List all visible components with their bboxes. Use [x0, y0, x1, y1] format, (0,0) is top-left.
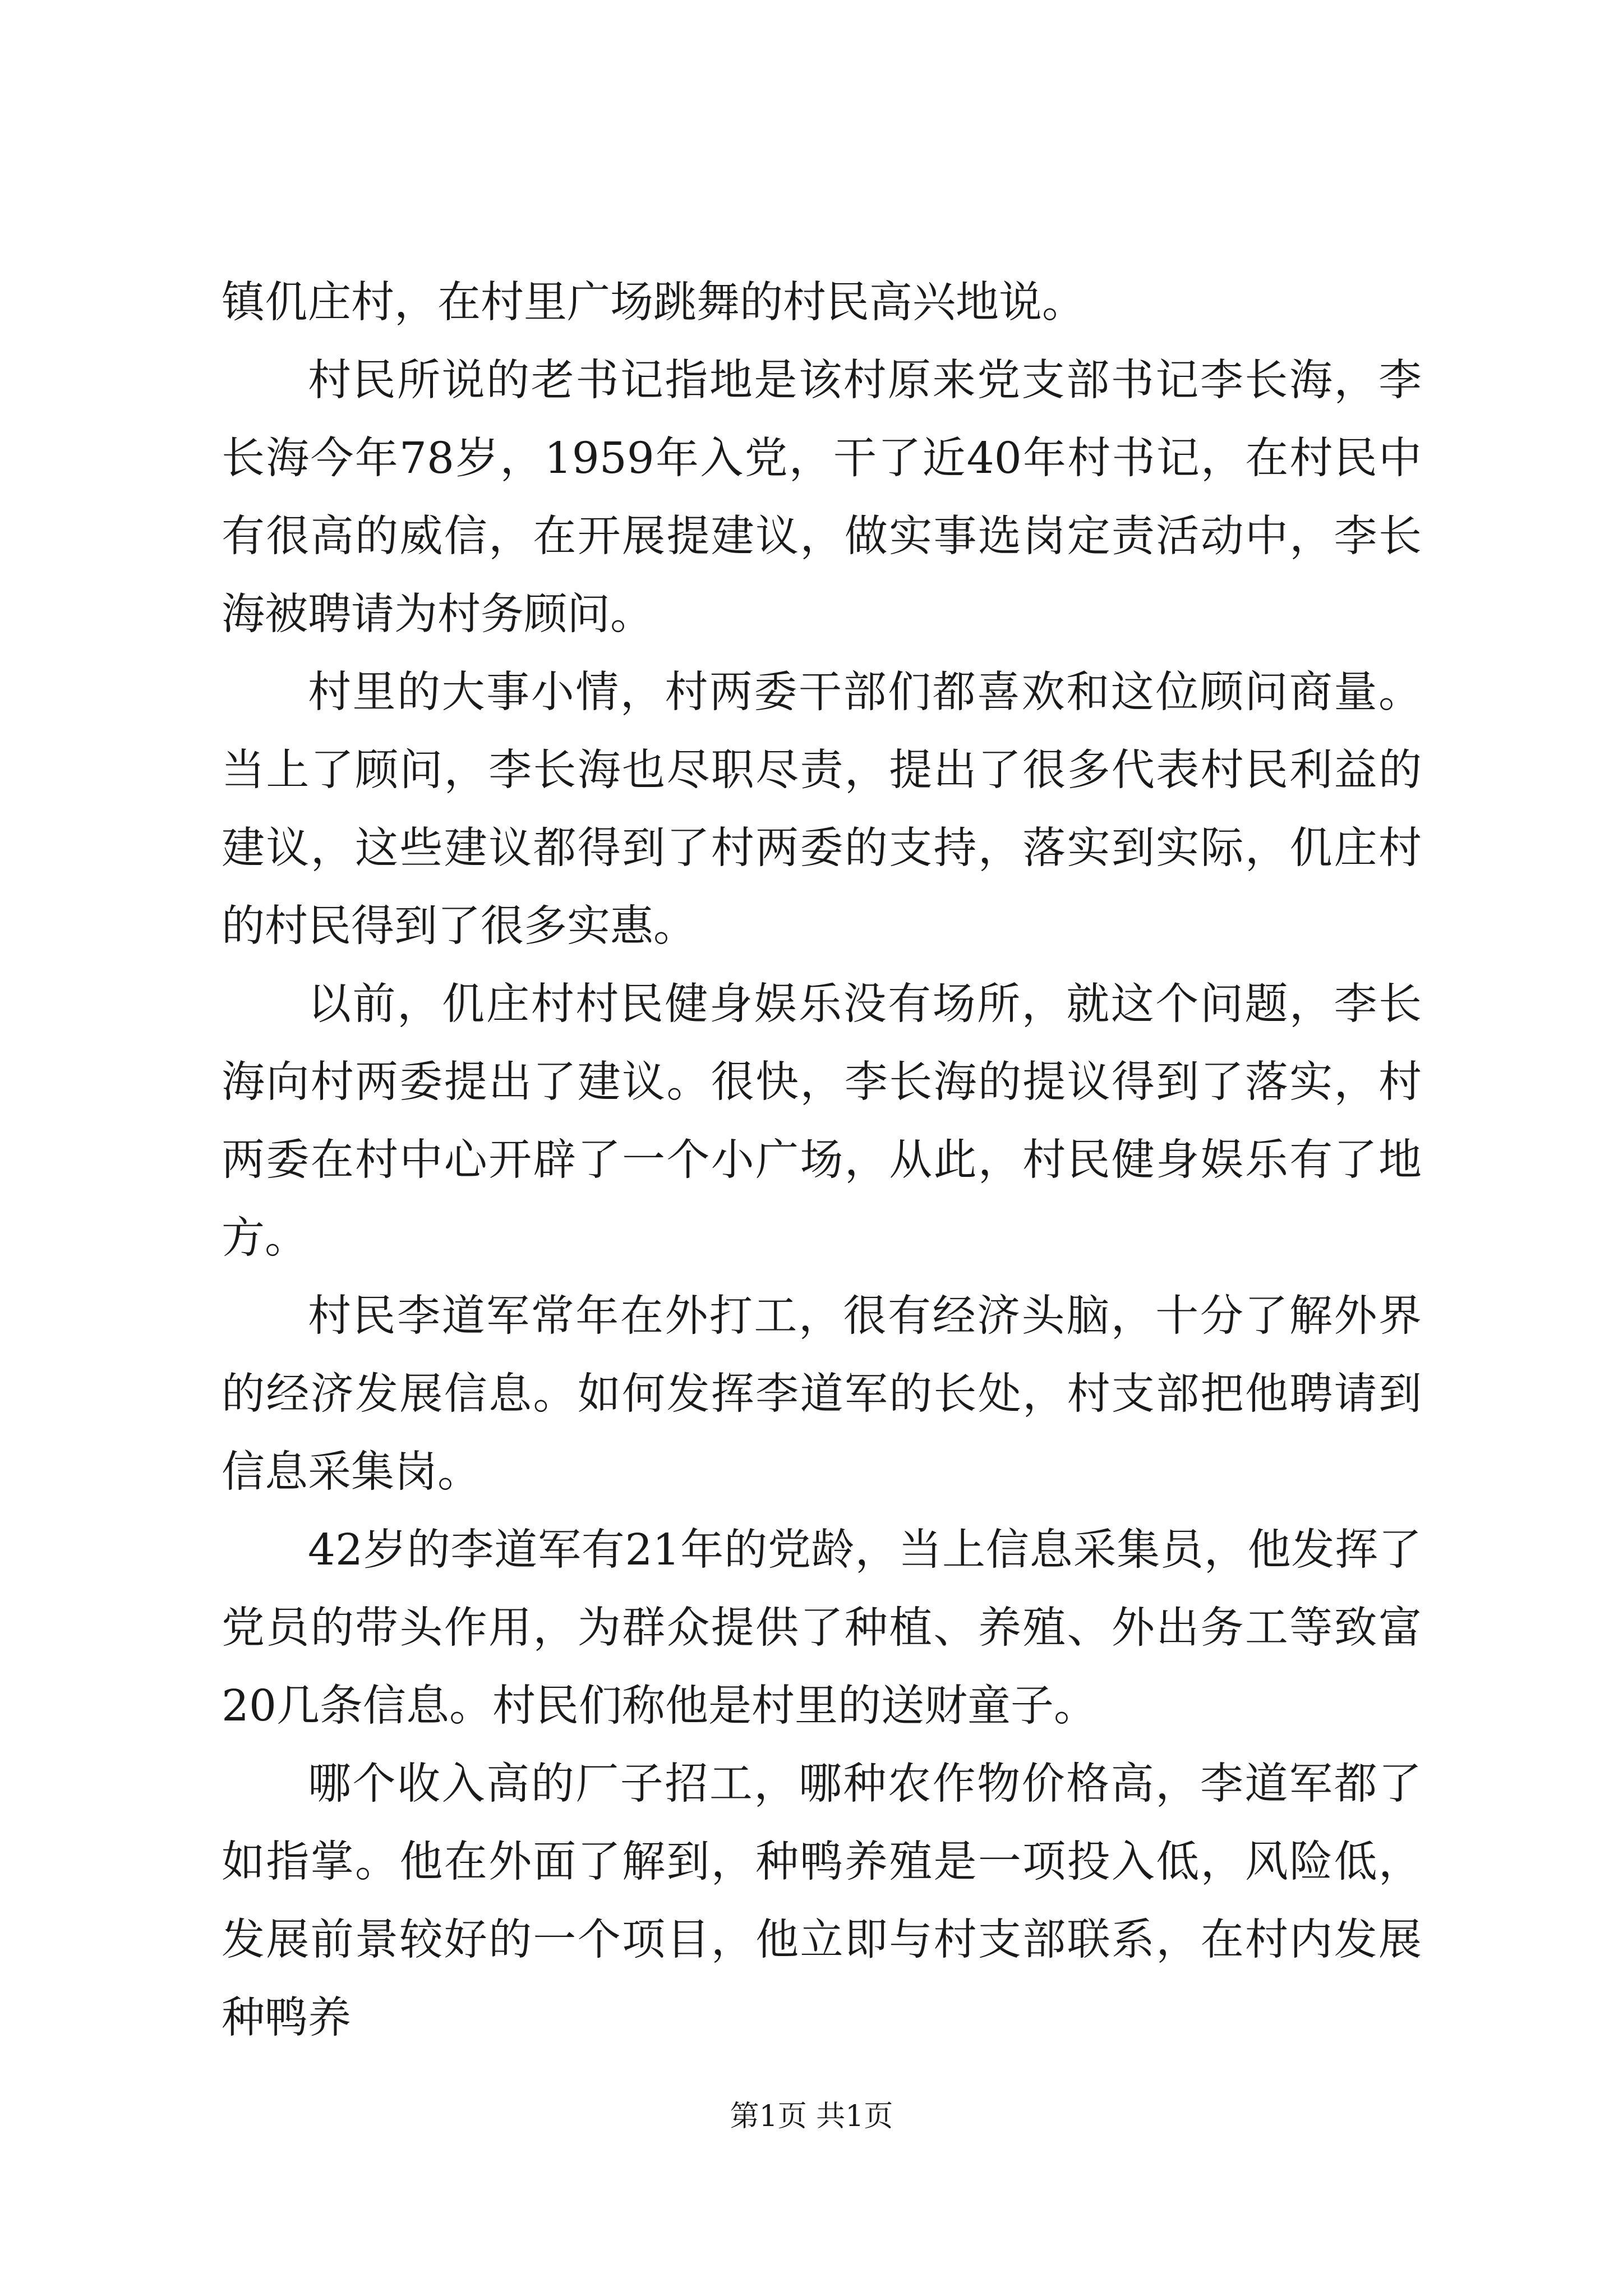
paragraph: 村民所说的老书记指地是该村原来党支部书记李长海，李长海今年78岁，1959年入党，干了近40年村书记，在村民中有很高的威信，在开展提建议，做实事选岗定责活动中，李长海被聘请为村务顾问。 [222, 356, 1422, 639]
page-footer: 第1页 共1页 [730, 2100, 893, 2133]
paragraph: 村里的大事小情，村两委干部们都喜欢和这位顾问商量。当上了顾问，李长海也尽职尽责，提出了很多代表村民利益的建议，这些建议都得到了村两委的支持，落实到实际，仉庄村的村民得到了很多实惠。 [222, 668, 1422, 951]
paragraph: 42岁的李道军有21年的党龄，当上信息采集员，他发挥了党员的带头作用，为群众提供了种植、养殖、外出务工等致富20几条信息。村民们称他是村里的送财童子。 [222, 1525, 1422, 1731]
paragraph: 哪个收入高的厂子招工，哪种农作物价格高，李道军都了如指掌。他在外面了解到，种鸭养殖是一项投入低，风险低，发展前景较好的一个项目，他立即与村支部联系，在村内发展种鸭养 [222, 1759, 1422, 2043]
paragraph: 以前，仉庄村村民健身娱乐没有场所，就这个问题，李长海向村两委提出了建议。很快，李长海的提议得到了落实，村两委在村中心开辟了一个小广场，从此，村民健身娱乐有了地方。 [222, 979, 1422, 1263]
paragraph-continued: 镇仉庄村，在村里广场跳舞的村民高兴地说。 [222, 278, 1085, 328]
document-body [222, 264, 1422, 2057]
paragraph: 村民李道军常年在外打工，很有经济头脑，十分了解外界的经济发展信息。如何发挥李道军的长处，村支部把他聘请到信息采集岗。 [222, 1291, 1422, 1497]
